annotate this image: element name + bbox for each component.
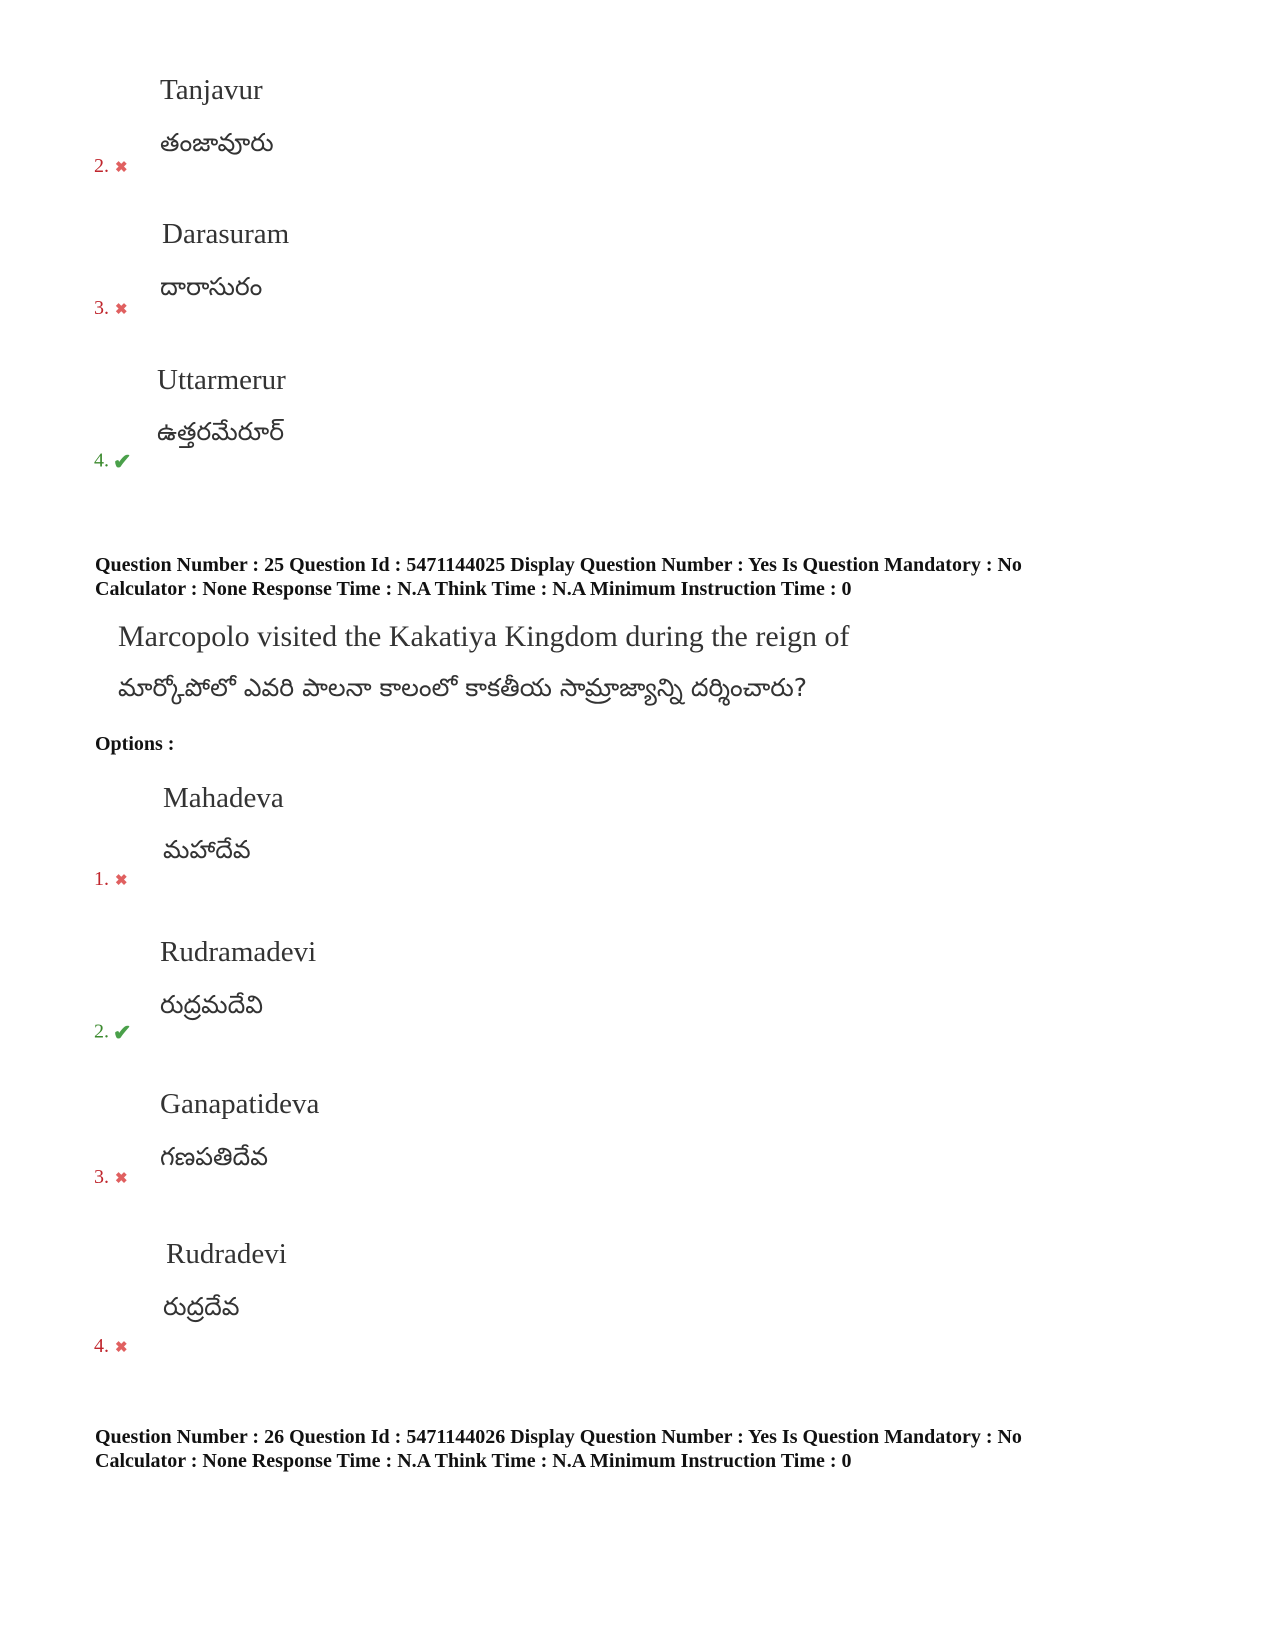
option-number [94,1020,131,1046]
option-text-en: Darasuram [162,218,290,250]
option-text-te: రుద్రదేవ [163,1292,240,1321]
question-meta-line2: Calculator : None Response Time : N.A Think Time : N.A Minimum Instruction Time : 0 [95,1450,852,1472]
cross-icon: ✖ [115,159,128,176]
option-number-label: 1. [94,868,109,890]
check-icon: ✔ [113,449,132,474]
cross-icon: ✖ [115,872,128,889]
option-number [94,1335,128,1358]
options-label: Options : [95,733,175,755]
option-text-en: Tanjavur [160,74,263,106]
option-text-en: Mahadeva [163,782,284,814]
option-number-label: 2. [94,1020,109,1043]
option-number-label: 4. [94,1335,109,1357]
option-text-en: Rudradevi [166,1238,287,1270]
option-number [94,868,128,891]
option-text-en: Uttarmerur [157,364,286,396]
cross-icon: ✖ [115,1339,128,1356]
question-meta-line1: Question Number : 25 Question Id : 5471144025 Display Question Number : Yes Is Question Mandatory : No [95,554,1022,576]
option-text-te: గణపతిదేవ [160,1142,268,1171]
check-icon: ✔ [113,1020,132,1045]
question-meta-line1: Question Number : 26 Question Id : 5471144026 Display Question Number : Yes Is Question Mandatory : No [95,1426,1022,1448]
option-text-en: Ganapatideva [160,1088,320,1120]
option-text-te: రుద్రమదేవి [160,990,264,1019]
question-meta-line2: Calculator : None Response Time : N.A Think Time : N.A Minimum Instruction Time : 0 [95,578,852,600]
option-number-label: 3. [94,297,109,319]
option-text-te: దారాసురం [160,272,263,301]
option-number-label: 4. [94,449,109,472]
option-text-te: మహాదేవ [163,835,251,864]
cross-icon: ✖ [115,301,128,318]
option-text-te: ఉత్తరమేరూర్ [157,417,285,446]
question-text-te: మార్కోపోలో ఎవరి పాలనా కాలంలో కాకతీయ సామ్రాజ్యాన్ని దర్శించారు? [118,673,808,702]
option-number-label: 3. [94,1166,109,1188]
option-text-te: తంజావూరు [160,128,274,157]
option-number [94,1166,128,1189]
option-number [94,155,128,178]
question-text-en: Marcopolo visited the Kakatiya Kingdom during the reign of [118,620,850,653]
option-number-label: 2. [94,155,109,177]
cross-icon: ✖ [115,1170,128,1187]
option-number [94,449,131,475]
option-text-en: Rudramadevi [160,936,317,968]
option-number [94,297,128,320]
